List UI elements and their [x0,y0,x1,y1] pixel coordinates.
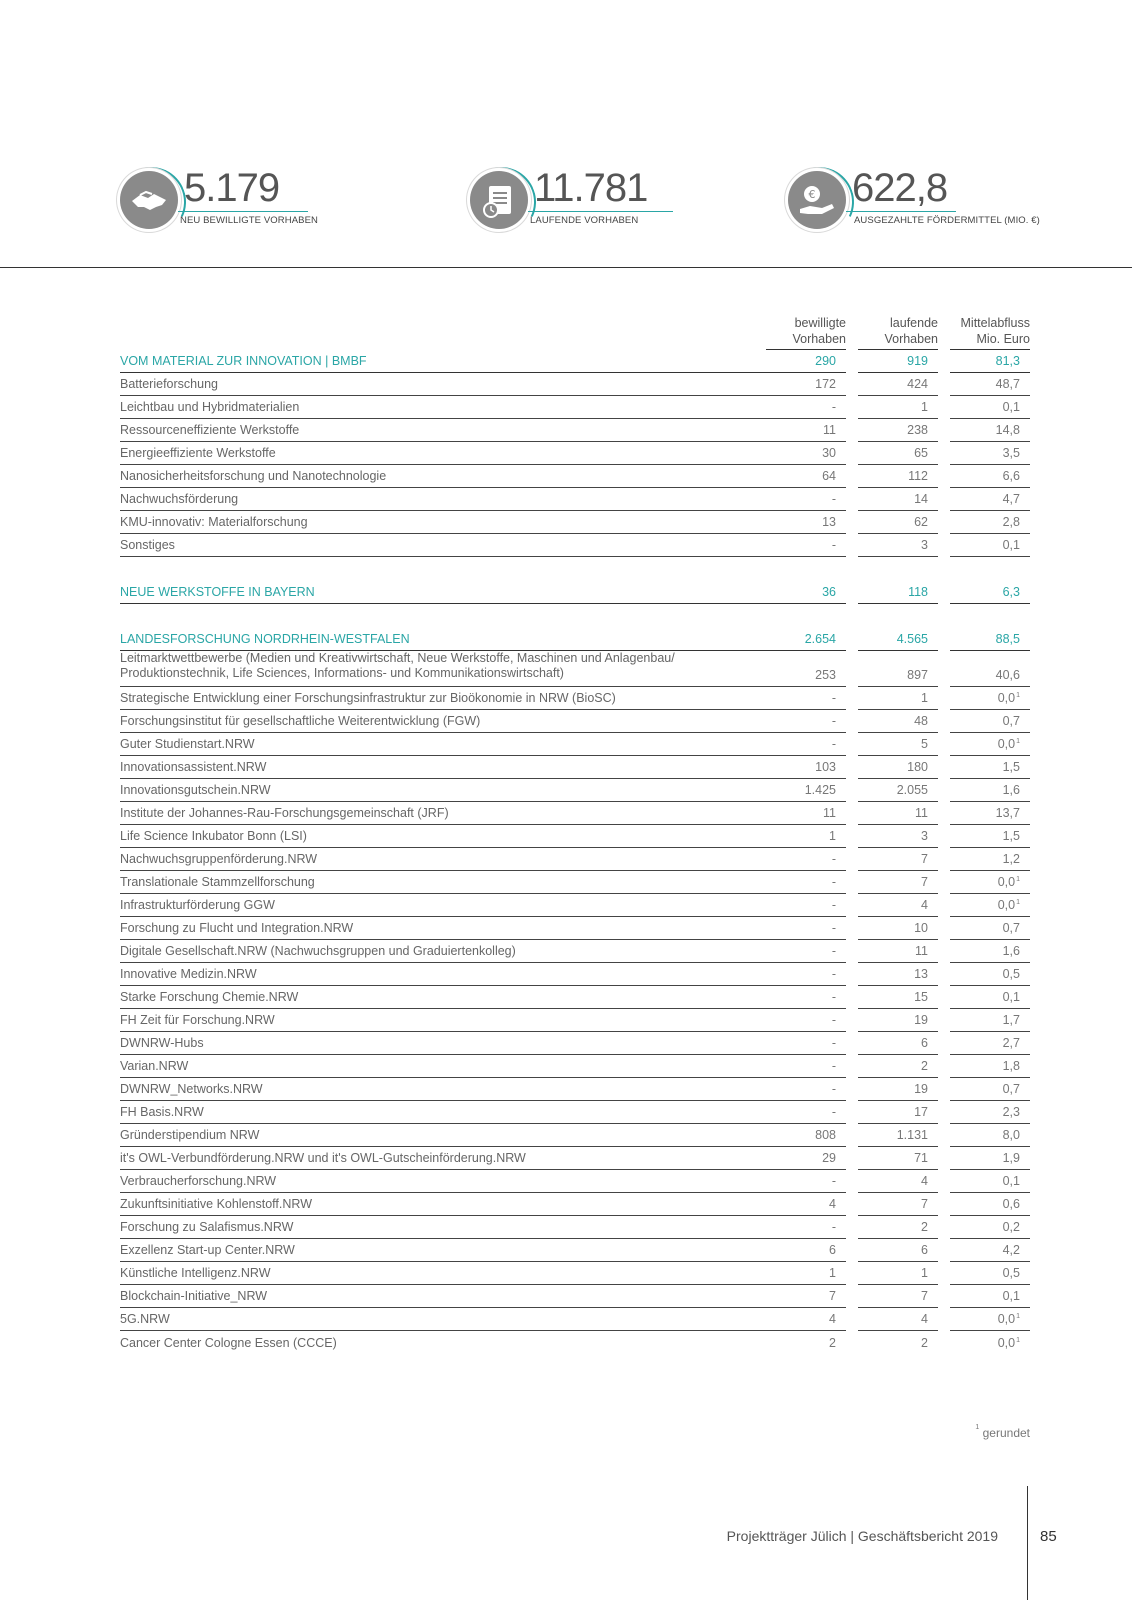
row-label: Strategische Entwicklung einer Forschungsinfrastruktur zur Bioökonomie in NRW (BioSC) [120,687,766,710]
stat-label: NEU BEWILLIGTE VORHABEN [180,215,318,226]
table-row: Institute der Johannes-Rau-Forschungsgemeinschaft (JRF) 11 11 13,7 [120,802,1030,825]
table-row: Starke Forschung Chemie.NRW - 15 0,1 [120,986,1030,1009]
table-row: Forschungsinstitut für gesellschaftliche Weiterentwicklung (FGW) - 48 0,7 [120,710,1030,733]
table-row: FH Basis.NRW - 17 2,3 [120,1101,1030,1124]
table-row: Forschung zu Flucht und Integration.NRW - 10 0,7 [120,917,1030,940]
row-label: Digitale Gesellschaft.NRW (Nachwuchsgruppen und Graduiertenkolleg) [120,940,766,963]
footer-divider [1027,1486,1028,1600]
stat-value: 622,8 [852,166,948,210]
row-label: Sonstiges [120,534,766,557]
table-row: Nachwuchsgruppenförderung.NRW - 7 1,2 [120,848,1030,871]
row-label: Leitmarktwettbewerbe (Medien und Kreativwirtschaft, Neue Werkstoffe, Maschinen und Anlagenbau/ Produktionstechnik, Life Sciences, Informations- und Kommunikationswirtschaft) [120,651,766,687]
table-row: Blockchain-Initiative_NRW 7 7 0,1 [120,1285,1030,1308]
table-body [120,350,1030,1354]
row-label: Forschungsinstitut für gesellschaftliche Weiterentwicklung (FGW) [120,710,766,733]
table-row: Life Science Inkubator Bonn (LSI) 1 3 1,5 [120,825,1030,848]
row-label: Starke Forschung Chemie.NRW [120,986,766,1009]
document-clock-icon [470,171,528,229]
section-divider [0,267,1132,268]
table-row: Gründerstipendium NRW 808 1.131 8,0 [120,1124,1030,1147]
row-label: Guter Studienstart.NRW [120,733,766,756]
row-label: FH Basis.NRW [120,1101,766,1124]
row-label: Leichtbau und Hybridmaterialien [120,396,766,419]
section-title: NEUE WERKSTOFFE IN BAYERN [120,581,766,604]
table-row: Strategische Entwicklung einer Forschungsinfrastruktur zur Bioökonomie in NRW (BioSC) - 1 $0,0^1$ [120,687,1030,710]
footnote: $^1$ gerundet [975,1424,1030,1440]
row-label: Ressourceneffiziente Werkstoffe [120,419,766,442]
table-row: Infrastrukturförderung GGW - 4 $0,0^1$ [120,894,1030,917]
table-row: Nanosicherheitsforschung und Nanotechnologie 64 112 6,6 [120,465,1030,488]
table-row: Translationale Stammzellforschung - 7 $0,0^1$ [120,871,1030,894]
section-row: NEUE WERKSTOFFE IN BAYERN 36 118 6,3 [120,581,1030,604]
stat-label: AUSGEZAHLTE FÖRDERMITTEL (MIO. €) [854,215,1040,226]
table-row: Cancer Center Cologne Essen (CCCE) 2 2 $0,0^1$ [120,1331,1030,1354]
section-title: VOM MATERIAL ZUR INNOVATION | BMBF [120,350,766,373]
row-label: Nachwuchsförderung [120,488,766,511]
section-row: VOM MATERIAL ZUR INNOVATION | BMBF 290 919 81,3 [120,350,1030,373]
table-row: Künstliche Intelligenz.NRW 1 1 0,5 [120,1262,1030,1285]
table-row: 5G.NRW 4 4 $0,0^1$ [120,1308,1030,1331]
table-row: Leitmarktwettbewerbe (Medien und Kreativwirtschaft, Neue Werkstoffe, Maschinen und Anlagenbau/ Produktionstechnik, Life Sciences, Informations- und Kommunikationswirtschaft) 253 897 40,6 [120,651,1030,687]
page-footer-text: Projektträger Jülich | Geschäftsbericht 2019 [726,1528,998,1544]
row-label: Institute der Johannes-Rau-Forschungsgemeinschaft (JRF) [120,802,766,825]
row-label: Translationale Stammzellforschung [120,871,766,894]
row-label: Innovationsgutschein.NRW [120,779,766,802]
row-label: 5G.NRW [120,1308,766,1331]
section-row: LANDESFORSCHUNG NORDRHEIN-WESTFALEN 2.654 4.565 88,5 [120,628,1030,651]
table-row: Nachwuchsförderung - 14 4,7 [120,488,1030,511]
row-label: Exzellenz Start-up Center.NRW [120,1239,766,1262]
row-label: Innovative Medizin.NRW [120,963,766,986]
handshake-icon [120,171,178,229]
table-row: FH Zeit für Forschung.NRW - 19 1,7 [120,1009,1030,1032]
row-label: Blockchain-Initiative_NRW [120,1285,766,1308]
row-label: Verbraucherforschung.NRW [120,1170,766,1193]
stat-label: LAUFENDE VORHABEN [530,215,639,226]
row-label: KMU-innovativ: Materialforschung [120,511,766,534]
svg-text:€: € [808,188,816,201]
table-row: Leichtbau und Hybridmaterialien - 1 0,1 [120,396,1030,419]
row-label: Cancer Center Cologne Essen (CCCE) [120,1336,337,1350]
row-label: Varian.NRW [120,1055,766,1078]
table-row: Innovationsgutschein.NRW 1.425 2.055 1,6 [120,779,1030,802]
table-row: Digitale Gesellschaft.NRW (Nachwuchsgruppen und Graduiertenkolleg) - 11 1,6 [120,940,1030,963]
table-row: Zukunftsinitiative Kohlenstoff.NRW 4 7 0,6 [120,1193,1030,1216]
row-label: DWNRW-Hubs [120,1032,766,1055]
table-row: KMU-innovativ: Materialforschung 13 62 2,8 [120,511,1030,534]
table-row: Batterieforschung 172 424 48,7 [120,373,1030,396]
row-label: Künstliche Intelligenz.NRW [120,1262,766,1285]
row-label: Innovationsassistent.NRW [120,756,766,779]
table-header [120,312,1030,350]
row-label: Gründerstipendium NRW [120,1124,766,1147]
row-label: Nachwuchsgruppenförderung.NRW [120,848,766,871]
section-title: LANDESFORSCHUNG NORDRHEIN-WESTFALEN [120,628,766,651]
table-row: Ressourceneffiziente Werkstoffe 11 238 14,8 [120,419,1030,442]
row-label: Batterieforschung [120,373,766,396]
table-row: Varian.NRW - 2 1,8 [120,1055,1030,1078]
row-label: Nanosicherheitsforschung und Nanotechnologie [120,465,766,488]
table-row: Verbraucherforschung.NRW - 4 0,1 [120,1170,1030,1193]
row-label: Energieeffiziente Werkstoffe [120,442,766,465]
table-row: Innovative Medizin.NRW - 13 0,5 [120,963,1030,986]
row-label: Forschung zu Salafismus.NRW [120,1216,766,1239]
header-approved: bewilligte Vorhaben [766,315,846,350]
table-row: Sonstiges - 3 0,1 [120,534,1030,557]
row-label: FH Zeit für Forschung.NRW [120,1009,766,1032]
row-label: Infrastrukturförderung GGW [120,894,766,917]
table-row: Forschung zu Salafismus.NRW - 2 0,2 [120,1216,1030,1239]
header-running: laufende Vorhaben [858,315,938,350]
stat-value: 11.781 [534,166,648,210]
page-number: 85 [1040,1528,1057,1545]
euro-hand-icon [788,171,846,229]
table-row: Energieeffiziente Werkstoffe 30 65 3,5 [120,442,1030,465]
table-row: it's OWL-Verbundförderung.NRW und it's OWL-Gutscheinförderung.NRW 29 71 1,9 [120,1147,1030,1170]
table-row: DWNRW_Networks.NRW - 19 0,7 [120,1078,1030,1101]
table-row: DWNRW-Hubs - 6 2,7 [120,1032,1030,1055]
header-outflow: Mittelabfluss Mio. Euro [950,315,1030,350]
table-row: Exzellenz Start-up Center.NRW 6 6 4,2 [120,1239,1030,1262]
row-label: DWNRW_Networks.NRW [120,1078,766,1101]
row-label: Life Science Inkubator Bonn (LSI) [120,825,766,848]
funding-table [120,312,1030,1354]
row-label: Forschung zu Flucht und Integration.NRW [120,917,766,940]
stats-bar [0,165,1132,245]
row-label: Zukunftsinitiative Kohlenstoff.NRW [120,1193,766,1216]
table-row: Innovationsassistent.NRW 103 180 1,5 [120,756,1030,779]
stat-value: 5.179 [184,166,280,210]
row-label: it's OWL-Verbundförderung.NRW und it's OWL-Gutscheinförderung.NRW [120,1147,766,1170]
table-row: Guter Studienstart.NRW - 5 $0,0^1$ [120,733,1030,756]
